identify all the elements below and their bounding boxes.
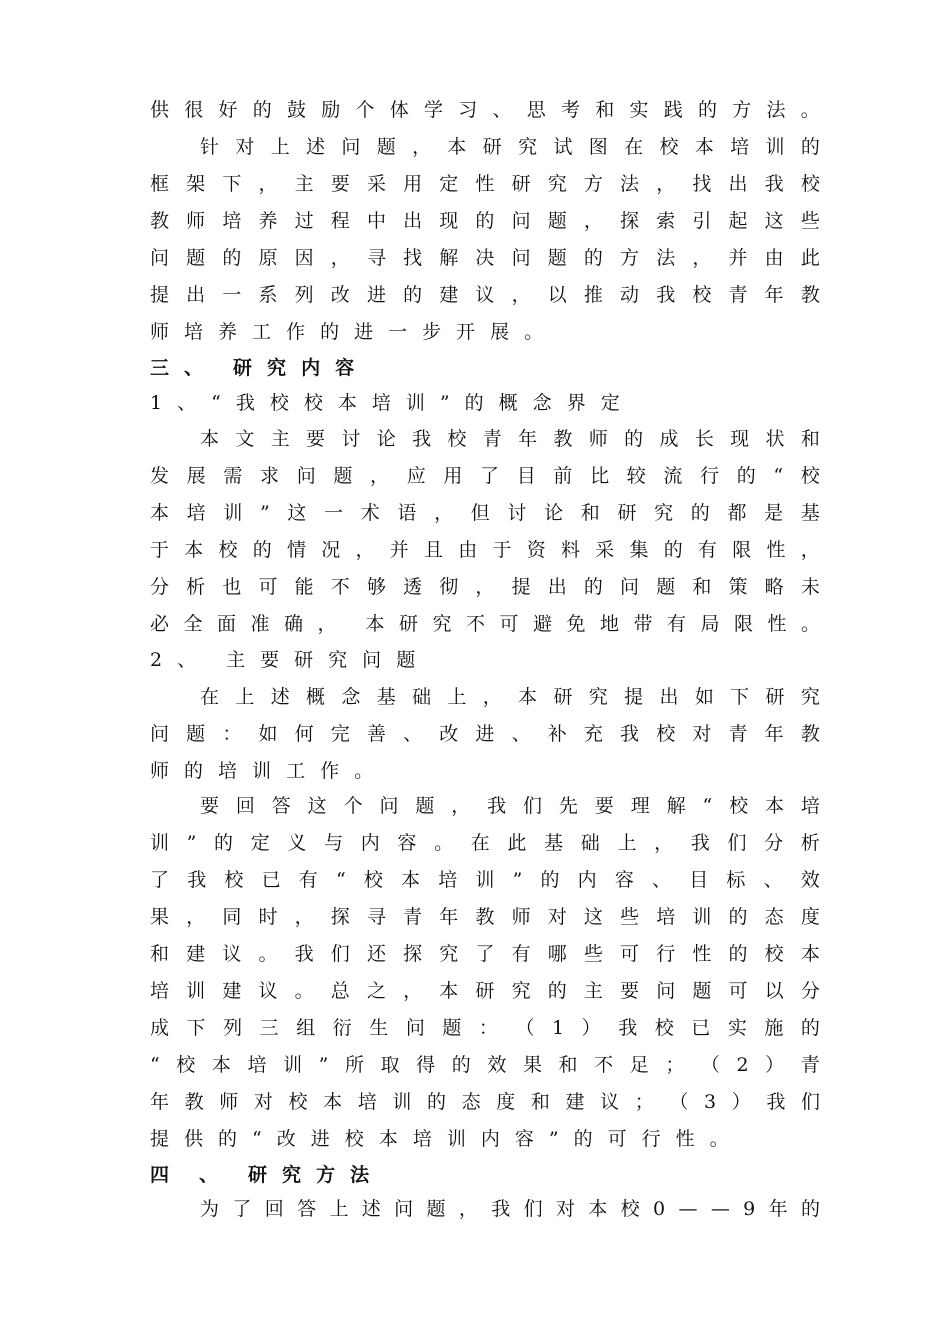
subsection-heading: 2 、 主 要 研 究 问 题 <box>150 649 416 671</box>
paragraph-line: 要 回 答 这 个 问 题 ， 我 们 先 要 理 解 “ 校 本 培 <box>200 795 820 817</box>
paragraph-line: 问 题 ： 如 何 完 善 、 改 进 、 补 充 我 校 对 青 年 教 <box>150 723 820 745</box>
paragraph-line: 师 的 培 训 工 作 。 <box>150 760 374 782</box>
paragraph-line: 于 本 校 的 情 况 ， 并 且 由 于 资 料 采 集 的 有 限 性 ， <box>150 539 820 561</box>
paragraph-line: 本 文 主 要 讨 论 我 校 青 年 教 师 的 成 长 现 状 和 <box>200 428 820 450</box>
paragraph-line: 了 我 校 已 有 “ 校 本 培 训 ” 的 内 容 、 目 标 、 效 <box>150 869 820 891</box>
paragraph-line: 为 了 回 答 上 述 问 题 ， 我 们 对 本 校 0 — — 9 年 的 <box>200 1198 820 1220</box>
paragraph-line: 框 架 下 ， 主 要 采 用 定 性 研 究 方 法 ， 找 出 我 校 <box>150 173 820 195</box>
paragraph-line: 教 师 培 养 过 程 中 出 现 的 问 题 ， 探 索 引 起 这 些 <box>150 210 820 232</box>
paragraph-line: 在 上 述 概 念 基 础 上 ， 本 研 究 提 出 如 下 研 究 <box>200 686 820 708</box>
section-heading: 四 、 研 究 方 法 <box>150 1164 370 1186</box>
paragraph-line: 针 对 上 述 问 题 ， 本 研 究 试 图 在 校 本 培 训 的 <box>200 136 820 158</box>
paragraph-line: 本 培 训 ” 这 一 术 语 ， 但 讨 论 和 研 究 的 都 是 基 <box>150 502 820 524</box>
paragraph-line: “ 校 本 培 训 ” 所 取 得 的 效 果 和 不 足 ； （ 2 ） 青 <box>150 1054 820 1076</box>
paragraph-line: 果 ， 同 时 ， 探 寻 青 年 教 师 对 这 些 培 训 的 态 度 <box>150 906 820 928</box>
paragraph-line: 培 训 建 议 。 总 之 ， 本 研 究 的 主 要 问 题 可 以 分 <box>150 980 820 1002</box>
paragraph-line: 提 供 的 “ 改 进 校 本 培 训 内 容 ” 的 可 行 性 。 <box>150 1128 729 1150</box>
paragraph-line: 必 全 面 准 确 ， 本 研 究 不 可 避 免 地 带 有 局 限 性 。 <box>150 613 820 635</box>
paragraph-line: 发 展 需 求 问 题 ， 应 用 了 目 前 比 较 流 行 的 “ 校 <box>150 465 820 487</box>
subsection-heading: 1 、 “ 我 校 校 本 培 训 ” 的 概 念 界 定 <box>150 392 620 414</box>
paragraph-line: 年 教 师 对 校 本 培 训 的 态 度 和 建 议 ； （ 3 ） 我 们 <box>150 1091 820 1113</box>
paragraph-line: 训 ” 的 定 义 与 内 容 。 在 此 基 础 上 ， 我 们 分 析 <box>150 832 820 854</box>
paragraph-line: 师 培 养 工 作 的 进 一 步 开 展 。 <box>150 321 544 343</box>
paragraph-line: 分 析 也 可 能 不 够 透 彻 ， 提 出 的 问 题 和 策 略 未 <box>150 576 820 598</box>
paragraph-line: 成 下 列 三 组 衍 生 问 题 ： （ 1 ） 我 校 已 实 施 的 <box>150 1017 820 1039</box>
paragraph-line: 问 题 的 原 因 ， 寻 找 解 决 问 题 的 方 法 ， 并 由 此 <box>150 247 820 269</box>
section-heading: 三 、 研 究 内 容 <box>150 357 355 379</box>
paragraph-line: 提 出 一 系 列 改 进 的 建 议 ， 以 推 动 我 校 青 年 教 <box>150 284 820 306</box>
paragraph-line: 供 很 好 的 鼓 励 个 体 学 习 、 思 考 和 实 践 的 方 法 。 <box>150 99 820 121</box>
paragraph-line: 和 建 议 。 我 们 还 探 究 了 有 哪 些 可 行 性 的 校 本 <box>150 943 820 965</box>
